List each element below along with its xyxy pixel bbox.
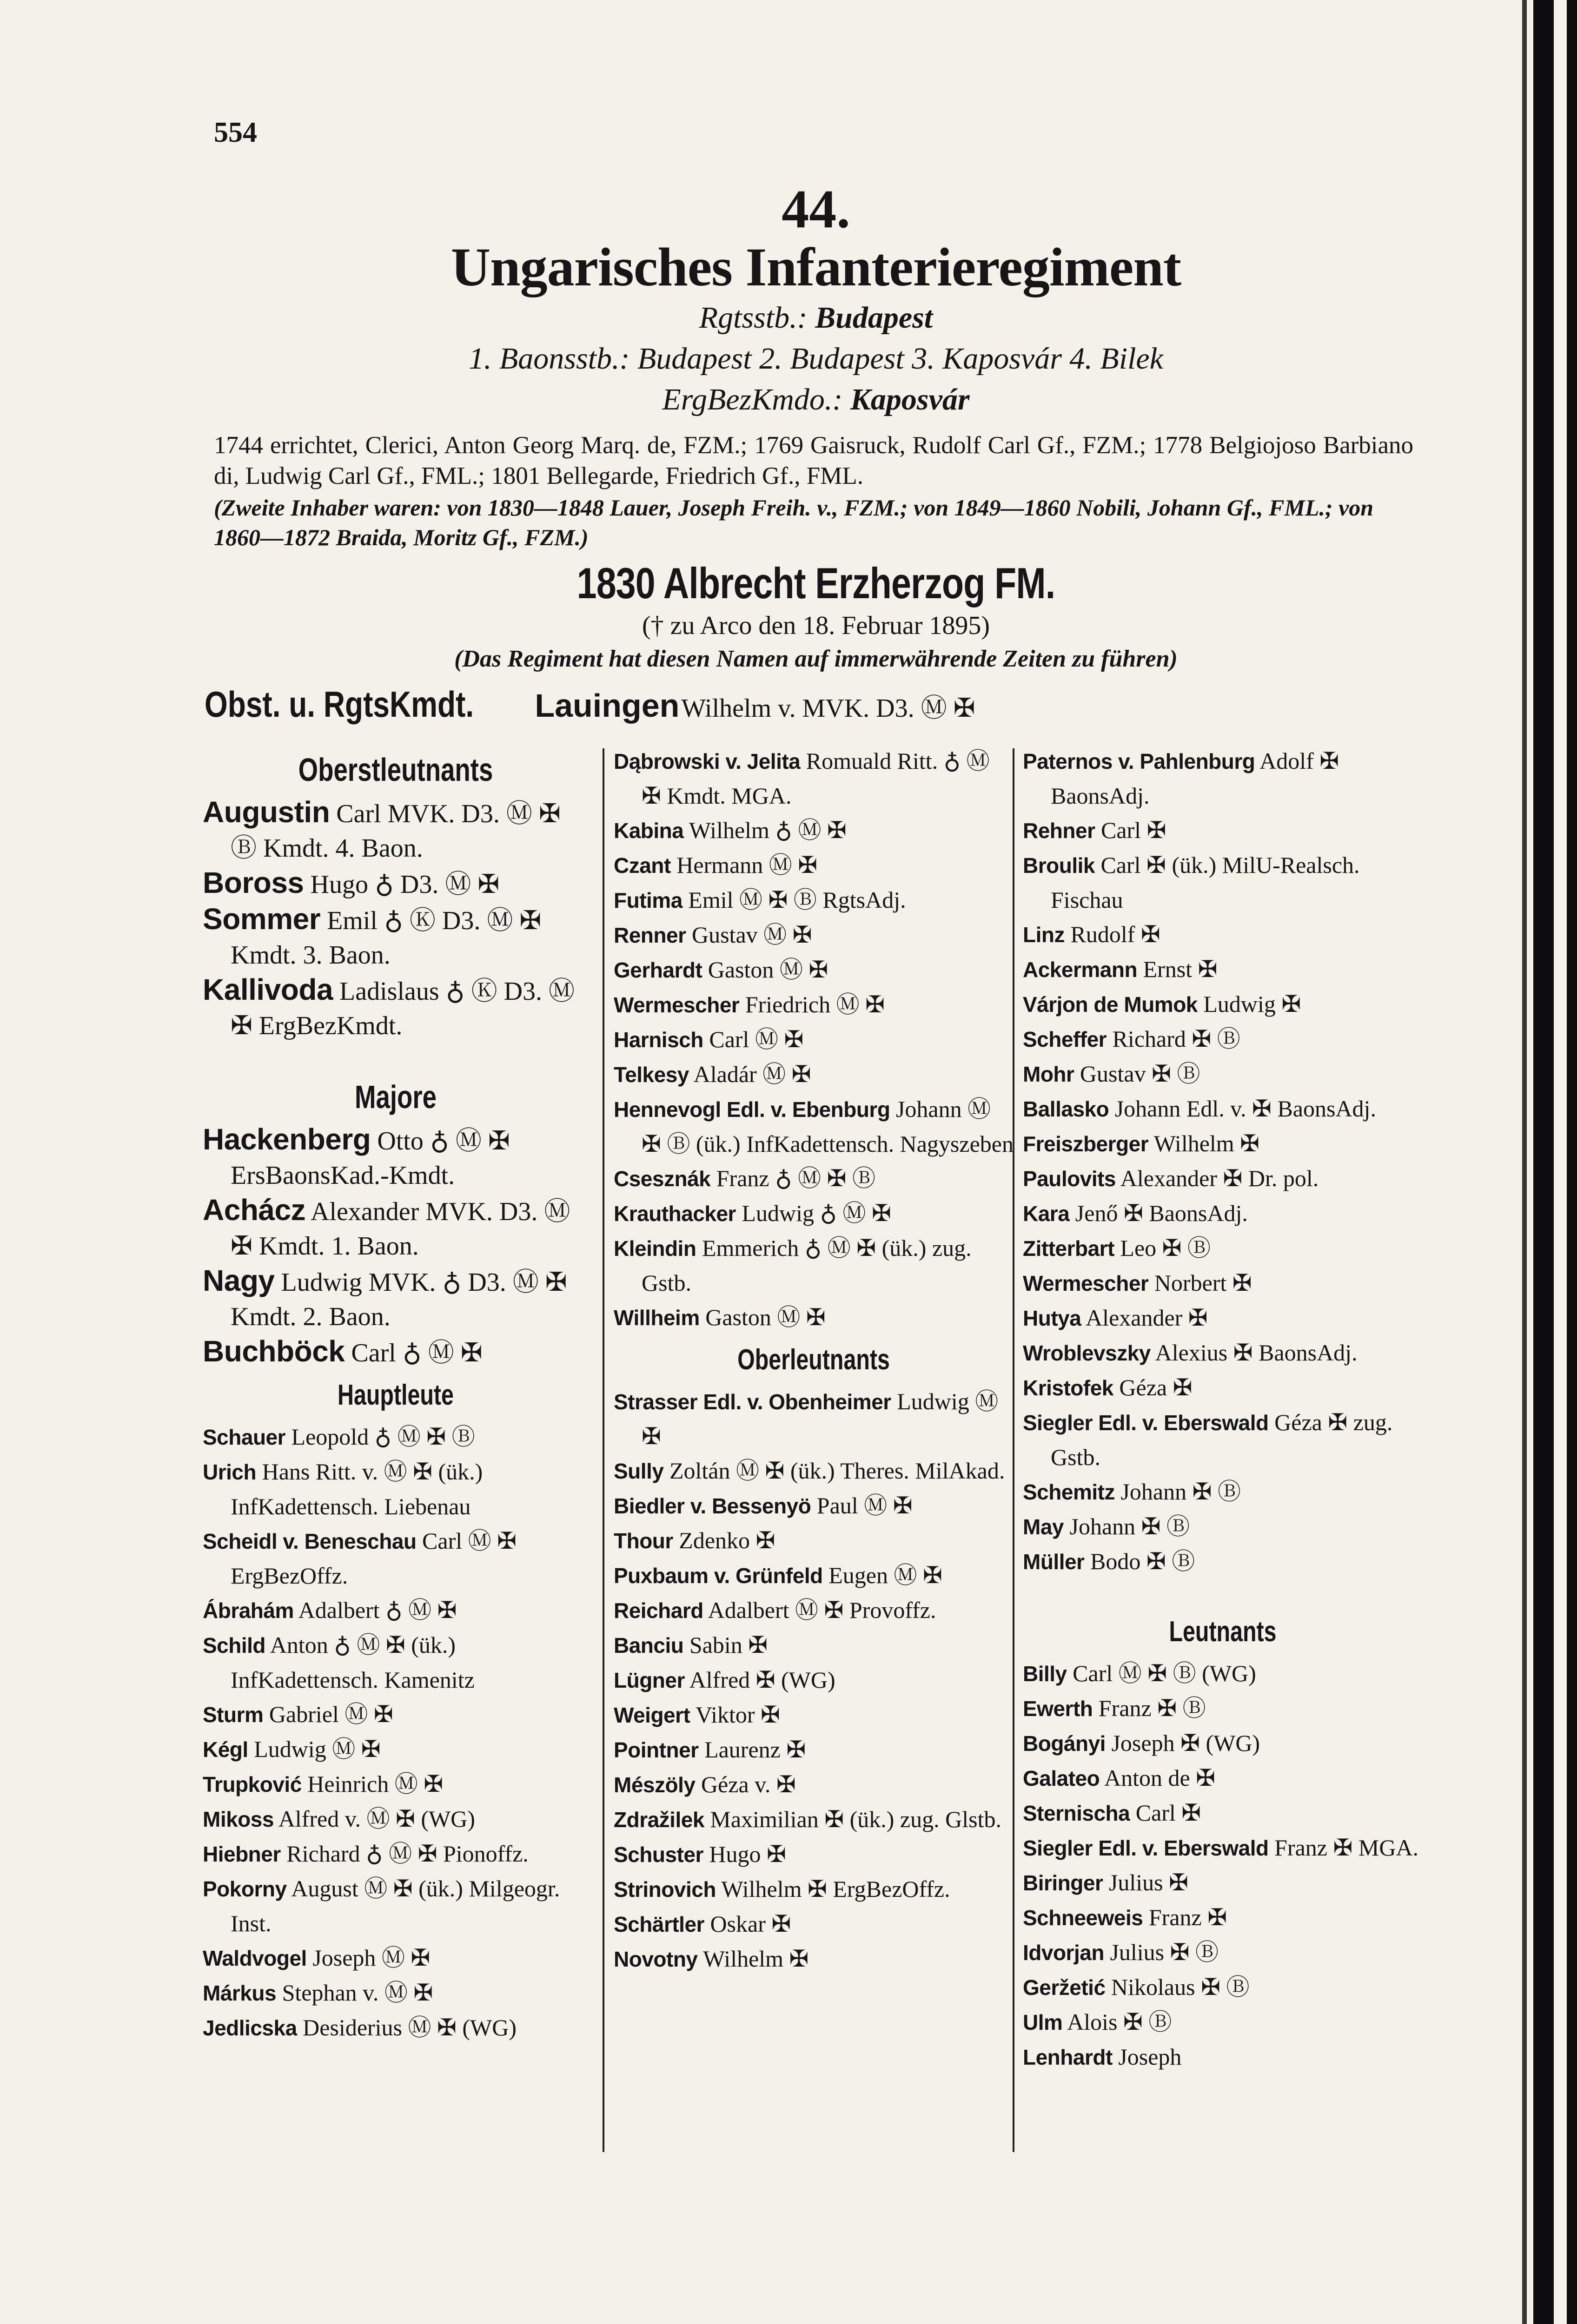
- commander-details: Wilhelm v. MVK. D3. Ⓜ ✠: [681, 694, 975, 723]
- officer-surname: Pokorny: [203, 1877, 287, 1901]
- officer-entry: [614, 1837, 1014, 1872]
- officer-details: Joseph ✠ (WG): [1111, 1730, 1260, 1756]
- officer-details: Géza ✠ zug. Gstb.: [1051, 1409, 1393, 1470]
- officer-surname: Paulovits: [1023, 1167, 1116, 1191]
- officer-surname: Siegler Edl. v. Eberswald: [1023, 1411, 1269, 1435]
- officer-entry: [1023, 1196, 1423, 1231]
- scan-edge-bar: [1567, 0, 1577, 2324]
- officer-surname: Biedler v. Bessenyö: [614, 1494, 811, 1518]
- officer-details: August Ⓜ ✠ (ük.) Milgeogr. Inst.: [231, 1875, 560, 1936]
- officer-entry: [614, 1663, 1014, 1697]
- officer-surname: Scheffer: [1023, 1027, 1107, 1051]
- officer-surname: Scheidl v. Beneschau: [203, 1529, 417, 1553]
- officer-entry: [203, 1263, 589, 1334]
- officer-details: Paul Ⓜ ✠: [816, 1492, 913, 1519]
- officer-entry: [203, 1975, 589, 2010]
- officer-entry: [1023, 1335, 1423, 1370]
- officer-entry: [203, 2010, 589, 2045]
- officer-surname: Ewerth: [1023, 1697, 1093, 1721]
- officer-surname: Hiebner: [203, 1842, 281, 1866]
- officer-entry: [1023, 1830, 1423, 1865]
- officer-entry: [614, 1231, 1014, 1300]
- officer-entry: [1023, 1022, 1423, 1056]
- officer-entry: [614, 1384, 1014, 1453]
- officer-details: Nikolaus ✠ Ⓑ: [1111, 1974, 1250, 2000]
- officer-details: Adalbert ♁ Ⓜ ✠: [298, 1597, 457, 1623]
- officer-entry: [614, 987, 1014, 1022]
- officer-surname: Sully: [614, 1459, 664, 1483]
- regiment-history: 1744 errichtet, Clerici, Anton Georg Marq. de, FZM.; 1769 Gaisruck, Rudolf Carl Gf., FZM.; 1778 Belgiojoso Barbiano di, Ludwig Carl Gf., FML.; 1801 Bellegarde, Friedrich Gf., FML.: [214, 432, 1413, 489]
- recruiting-district: [200, 379, 1432, 420]
- officer-details: Gustav ✠ Ⓑ: [1080, 1061, 1200, 1087]
- officer-surname: Galateo: [1023, 1766, 1100, 1790]
- officer-details: Emmerich ♁ Ⓜ ✠ (ük.) zug. Gstb.: [642, 1235, 972, 1296]
- officer-entry: [203, 1193, 589, 1263]
- officer-entry: [614, 918, 1014, 952]
- officer-surname: Zitterbart: [1023, 1236, 1114, 1261]
- officer-surname: Broulik: [1023, 853, 1095, 878]
- officer-details: Carl ✠: [1135, 1800, 1201, 1826]
- officer-entry: [614, 813, 1014, 848]
- officer-entry: [1023, 1091, 1423, 1126]
- officer-details: Aladár Ⓜ ✠: [693, 1061, 811, 1087]
- officer-column-3: [1023, 744, 1423, 2074]
- officer-surname: Schauer: [203, 1425, 286, 1449]
- officer-entry: [1023, 1474, 1423, 1509]
- officer-surname: Sturm: [203, 1703, 264, 1727]
- officer-surname: Pointner: [614, 1738, 699, 1762]
- officer-entry: [1023, 1231, 1423, 1266]
- officer-surname: Futima: [614, 888, 682, 912]
- officer-surname: Krauthacker: [614, 1202, 736, 1226]
- officer-details: Hugo ♁ D3. Ⓜ ✠: [310, 870, 500, 899]
- officer-details: Ernst ✠: [1143, 956, 1218, 982]
- officer-details: Alexander MVK. D3. Ⓜ ✠ Kmdt. 1. Baon.: [231, 1197, 570, 1261]
- officer-surname: Dąbrowski v. Jelita: [614, 749, 801, 773]
- section-heading: Oberstleutnants: [298, 752, 493, 788]
- officer-surname: Puxbaum v. Grünfeld: [614, 1564, 823, 1588]
- officer-surname: Strasser Edl. v. Obenheimer: [614, 1390, 891, 1414]
- officer-entry: [203, 795, 589, 865]
- officer-details: Anton de ✠: [1104, 1765, 1216, 1791]
- officer-details: Alexander ✠ Dr. pol.: [1120, 1165, 1319, 1191]
- officer-details: Sabin ✠: [689, 1632, 768, 1658]
- officer-surname: Márkus: [203, 1981, 277, 2005]
- officer-surname: Rehner: [1023, 819, 1095, 843]
- officer-entry: [614, 1767, 1014, 1802]
- officer-surname: Kristofek: [1023, 1376, 1113, 1400]
- district-prefix: ErgBezKmdo.:: [662, 383, 850, 416]
- officer-entry: [1023, 1796, 1423, 1830]
- officer-surname: Nagy: [203, 1264, 275, 1297]
- owner-note: (Das Regiment hat diesen Namen auf immerwährende Zeiten zu führen): [454, 646, 1178, 672]
- officer-surname: Hennevogl Edl. v. Ebenburg: [614, 1097, 890, 1122]
- officer-details: Gaston Ⓜ ✠: [705, 1304, 826, 1330]
- officer-entry: [203, 1697, 589, 1732]
- officer-details: Anton ♁ Ⓜ ✠ (ük.) InfKadettensch. Kamenitz: [231, 1632, 475, 1693]
- officer-surname: Ballasko: [1023, 1097, 1109, 1121]
- officer-column-1: [203, 744, 589, 2045]
- officer-surname: Schneeweis: [1023, 1906, 1143, 1930]
- officer-entry: [203, 1122, 589, 1193]
- officer-surname: Mohr: [1023, 1062, 1074, 1086]
- column-divider: [603, 748, 604, 2152]
- officer-entry: [203, 1419, 589, 1454]
- officer-surname: Augustin: [203, 795, 330, 829]
- officer-details: Stephan v. Ⓜ ✠: [282, 1980, 433, 2006]
- officer-details: Bodo ✠ Ⓑ: [1090, 1548, 1195, 1574]
- officer-details: Gabriel Ⓜ ✠: [269, 1701, 393, 1727]
- officer-details: Otto ♁ Ⓜ ✠ ErsBaonsKad.-Kmdt.: [231, 1127, 510, 1190]
- officer-surname: Kleindin: [614, 1236, 696, 1261]
- officer-surname: Novotny: [614, 1947, 698, 1971]
- officer-surname: Ackermann: [1023, 957, 1138, 982]
- officer-details: Franz ✠ MGA.: [1274, 1835, 1419, 1861]
- officer-details: Alfred ✠ (WG): [689, 1667, 835, 1693]
- regiment-history-note: (Zweite Inhaber waren: von 1830—1848 Lauer, Joseph Freih. v., FZM.; von 1849—1860 Nobili, Johann Gf., FML.; von 1860—1872 Braida, Moritz Gf., FZM.): [214, 495, 1374, 550]
- officer-details: Laurenz ✠: [704, 1736, 806, 1763]
- officer-details: Carl Ⓜ ✠ Ⓑ (WG): [1073, 1660, 1256, 1686]
- officer-entry: [614, 1092, 1014, 1161]
- officer-details: Adolf ✠ BaonsAdj.: [1051, 748, 1339, 809]
- regiment-number: 44.: [782, 178, 850, 239]
- officer-surname: Trupković: [203, 1772, 302, 1796]
- officer-surname: Sommer: [203, 902, 321, 936]
- officer-details: Johann ✠ Ⓑ: [1120, 1479, 1241, 1505]
- regiment-header: [200, 178, 1432, 420]
- officer-entry: [1023, 1509, 1423, 1544]
- officer-entry: [614, 883, 1014, 918]
- officer-surname: Kara: [1023, 1202, 1070, 1226]
- officer-surname: Lügner: [614, 1668, 685, 1692]
- officer-surname: Boross: [203, 866, 304, 899]
- officer-surname: Banciu: [614, 1633, 684, 1657]
- officer-surname: Ulm: [1023, 2010, 1063, 2034]
- regiment-commander: [205, 683, 1437, 726]
- officer-details: Jenő ✠ BaonsAdj.: [1075, 1200, 1248, 1226]
- officer-entry: [614, 1628, 1014, 1663]
- section-heading: Hauptleute: [338, 1379, 454, 1411]
- officer-entry: [1023, 987, 1423, 1022]
- officer-surname: Schärtler: [614, 1912, 704, 1936]
- officer-entry: [614, 952, 1014, 987]
- officer-details: Joseph: [1118, 2044, 1182, 2070]
- officer-surname: Biringer: [1023, 1871, 1103, 1895]
- officer-entry: [203, 1593, 589, 1628]
- officer-details: Franz ♁ Ⓜ ✠ Ⓑ: [716, 1165, 876, 1191]
- officer-surname: Strinovich: [614, 1877, 716, 1901]
- officer-details: Carl MVK. D3. Ⓜ ✠ Ⓑ Kmdt. 4. Baon.: [231, 799, 561, 863]
- officer-entry: [614, 1161, 1014, 1196]
- officer-entry: [1023, 1970, 1423, 2005]
- officer-details: Franz ✠: [1148, 1904, 1227, 1930]
- officer-entry: [1023, 1726, 1423, 1761]
- officer-entry: [1023, 1935, 1423, 1970]
- officer-entry: [203, 1524, 589, 1593]
- officer-details: Johann Edl. v. ✠ BaonsAdj.: [1114, 1096, 1376, 1122]
- officer-details: Wilhelm ✠: [1153, 1130, 1260, 1156]
- officer-details: Carl ✠: [1100, 817, 1166, 843]
- officer-details: Richard ✠ Ⓑ: [1112, 1026, 1240, 1052]
- officer-details: Hans Ritt. v. Ⓜ ✠ (ük.) InfKadettensch. Liebenau: [231, 1459, 483, 1519]
- staff-place: Budapest: [815, 301, 933, 335]
- officer-details: Viktor ✠: [695, 1702, 780, 1728]
- officer-details: Ludwig Ⓜ ✠: [642, 1388, 999, 1449]
- officer-entry: [203, 972, 589, 1043]
- officer-surname: Schild: [203, 1633, 266, 1657]
- owner-name: 1830 Albrecht Erzherzog FM.: [576, 559, 1055, 607]
- officer-details: Desiderius Ⓜ ✠ (WG): [303, 2014, 517, 2040]
- officer-entry: [1023, 2040, 1423, 2074]
- officer-entry: [614, 1523, 1014, 1558]
- officer-entry: [1023, 952, 1423, 987]
- officer-surname: Bogányi: [1023, 1731, 1106, 1756]
- battalion-staffs: 1. Baonsstb.: Budapest 2. Budapest 3. Kaposvár 4. Bilek: [468, 342, 1164, 376]
- officer-details: Ludwig MVK. ♁ D3. Ⓜ ✠ Kmdt. 2. Baon.: [231, 1268, 567, 1331]
- officer-details: Richard ♁ Ⓜ ✠ Pionoffz.: [286, 1841, 529, 1867]
- officer-details: Romuald Ritt. ♁ Ⓜ ✠ Kmdt. MGA.: [642, 748, 990, 809]
- officer-surname: Hutya: [1023, 1306, 1081, 1330]
- officer-entry: [1023, 1370, 1423, 1405]
- officer-entry: [203, 1871, 589, 1941]
- officer-details: Gaston Ⓜ ✠: [708, 957, 828, 983]
- officer-entry: [614, 1022, 1014, 1057]
- officer-surname: Thour: [614, 1529, 673, 1553]
- officer-details: Géza ✠: [1119, 1374, 1193, 1400]
- officer-details: Ludwig ♁ Ⓜ ✠: [742, 1200, 891, 1226]
- section-heading: Leutnants: [1169, 1616, 1277, 1648]
- officer-surname: Csesznák: [614, 1167, 711, 1191]
- officer-entry: [1023, 1266, 1423, 1301]
- officer-entry: [1023, 1900, 1423, 1935]
- officer-entry: [1023, 1656, 1423, 1691]
- owner-death: († zu Arco den 18. Februar 1895): [642, 611, 990, 640]
- officer-entry: [1023, 917, 1423, 952]
- officer-details: Alfred v. Ⓜ ✠ (WG): [278, 1806, 475, 1832]
- officer-details: Joseph Ⓜ ✠: [312, 1945, 431, 1971]
- officer-details: Leopold ♁ Ⓜ ✠ Ⓑ: [291, 1424, 475, 1450]
- staff-prefix: Rgtsstb.:: [699, 301, 815, 335]
- officer-details: Julius ✠ Ⓑ: [1110, 1939, 1219, 1965]
- regiment-staff: [200, 297, 1432, 338]
- officer-entry: [1023, 1301, 1423, 1335]
- officer-details: Emil Ⓜ ✠ Ⓑ RgtsAdj.: [688, 887, 906, 913]
- officer-entry: [1023, 1056, 1423, 1091]
- district-place: Kaposvár: [850, 383, 970, 416]
- officer-entry: [614, 1941, 1014, 1976]
- regiment-title: Ungarisches Infanterieregiment: [451, 237, 1181, 297]
- officer-surname: Siegler Edl. v. Eberswald: [1023, 1836, 1269, 1860]
- officer-surname: Várjon de Mumok: [1023, 992, 1198, 1017]
- officer-details: Carl Ⓜ ✠: [709, 1026, 804, 1052]
- officer-details: Zoltán Ⓜ ✠ (ük.) Theres. MilAkad.: [669, 1458, 1005, 1484]
- officer-surname: Buchböck: [203, 1334, 345, 1368]
- section-heading: Oberleutnants: [737, 1344, 890, 1376]
- officer-surname: Ábrahám: [203, 1598, 294, 1623]
- officer-details: Zdenko ✠: [679, 1527, 775, 1553]
- officer-details: Rudolf ✠: [1070, 921, 1160, 947]
- officer-details: Adalbert Ⓜ ✠ Provoffz.: [708, 1597, 936, 1623]
- officer-surname: Wroblevszky: [1023, 1341, 1151, 1365]
- officer-entry: [203, 1941, 589, 1975]
- officer-surname: Geržetić: [1023, 1975, 1106, 2000]
- officer-details: Hugo ✠: [709, 1841, 786, 1867]
- officer-surname: Harnisch: [614, 1028, 703, 1052]
- officer-details: Eugen Ⓜ ✠: [828, 1562, 942, 1588]
- officer-details: Alexander ✠: [1086, 1305, 1208, 1331]
- officer-entry: [1023, 2005, 1423, 2040]
- officer-entry: [614, 1488, 1014, 1523]
- officer-surname: Kallivoda: [203, 973, 333, 1006]
- officer-entry: [203, 1836, 589, 1871]
- officer-details: Wilhelm ✠: [703, 1946, 809, 1972]
- officer-surname: Paternos v. Pahlenburg: [1023, 749, 1255, 773]
- officer-entry: [203, 1802, 589, 1836]
- officer-details: Leo ✠ Ⓑ: [1120, 1235, 1211, 1261]
- officer-surname: Schemitz: [1023, 1480, 1115, 1504]
- officer-details: Wilhelm ♁ Ⓜ ✠: [689, 817, 847, 843]
- officer-surname: Achácz: [203, 1193, 306, 1227]
- officer-entry: [614, 1300, 1014, 1335]
- officer-details: Géza v. ✠: [701, 1771, 796, 1797]
- officer-entry: [614, 1057, 1014, 1092]
- officer-entry: [1023, 744, 1423, 813]
- officer-details: Johann ✠ Ⓑ: [1069, 1513, 1190, 1539]
- officer-details: Carl ♁ Ⓜ ✠: [351, 1339, 483, 1367]
- officer-surname: Mikoss: [203, 1807, 274, 1831]
- officer-details: Julius ✠: [1108, 1869, 1188, 1895]
- officer-entry: [614, 1593, 1014, 1628]
- officer-surname: Wermescher: [614, 993, 740, 1017]
- section-spacer: [1023, 1579, 1423, 1607]
- officer-entry: [203, 1334, 589, 1370]
- page-number: 554: [214, 117, 257, 148]
- officer-entry: [1023, 1691, 1423, 1726]
- officer-entry: [614, 1697, 1014, 1732]
- officer-details: Carl ✠ (ük.) MilU-Realsch. Fischau: [1051, 852, 1360, 913]
- commander-name: Lauingen: [535, 687, 680, 724]
- officer-details: Hermann Ⓜ ✠: [676, 852, 818, 878]
- officer-surname: Idvorjan: [1023, 1941, 1104, 1965]
- officer-details: Oskar ✠: [710, 1911, 791, 1937]
- officer-details: Alexius ✠ BaonsAdj.: [1155, 1340, 1358, 1366]
- officer-entry: [203, 902, 589, 972]
- officer-surname: Telkesy: [614, 1063, 689, 1087]
- officer-surname: Gerhardt: [614, 958, 702, 982]
- officer-surname: Urich: [203, 1460, 257, 1484]
- officer-entry: [614, 1907, 1014, 1941]
- officer-details: Johann Ⓜ ✠ Ⓑ (ük.) InfKadettensch. Nagyszeben: [642, 1096, 1014, 1157]
- officer-surname: May: [1023, 1515, 1064, 1539]
- officer-details: Ludwig ✠: [1203, 991, 1301, 1017]
- section-heading: Majore: [355, 1079, 437, 1115]
- officer-entry: [614, 744, 1014, 813]
- officer-details: Friedrich Ⓜ ✠: [745, 991, 885, 1017]
- officer-details: Wilhelm ✠ ErgBezOffz.: [721, 1876, 950, 1902]
- officer-surname: Mészöly: [614, 1773, 696, 1797]
- regiment-owner: [200, 558, 1432, 676]
- officer-entry: [614, 1558, 1014, 1593]
- officer-surname: Reichard: [614, 1598, 703, 1623]
- officer-details: Maximilian ✠ (ük.) zug. Glstb.: [710, 1806, 1001, 1832]
- officer-entry: [1023, 1761, 1423, 1796]
- officer-surname: Müller: [1023, 1550, 1085, 1574]
- officer-surname: Zdražilek: [614, 1808, 704, 1832]
- officer-details: Franz ✠ Ⓑ: [1098, 1695, 1206, 1721]
- officer-details: Alois ✠ Ⓑ: [1067, 2009, 1172, 2035]
- officer-entry: [203, 865, 589, 902]
- officer-surname: Waldvogel: [203, 1946, 307, 1970]
- officer-surname: Sternischa: [1023, 1801, 1130, 1825]
- officer-entry: [1023, 1405, 1423, 1474]
- officer-surname: Kabina: [614, 819, 684, 843]
- officer-surname: Billy: [1023, 1662, 1067, 1686]
- officer-surname: Freiszberger: [1023, 1132, 1149, 1156]
- commander-label: Obst. u. RgtsKmdt.: [205, 684, 474, 725]
- officer-entry: [1023, 1544, 1423, 1579]
- officer-entry: [203, 1767, 589, 1802]
- officer-entry: [614, 1872, 1014, 1907]
- section-spacer: [203, 1043, 589, 1071]
- officer-entry: [614, 1732, 1014, 1767]
- officer-surname: Wermescher: [1023, 1271, 1149, 1295]
- officer-entry: [1023, 1161, 1423, 1196]
- officer-details: Norbert ✠: [1154, 1270, 1252, 1296]
- officer-entry: [614, 1453, 1014, 1488]
- officer-surname: Czant: [614, 853, 671, 878]
- officer-surname: Jedlicska: [203, 2016, 297, 2040]
- officer-surname: Schuster: [614, 1842, 703, 1867]
- officer-details: Ladislaus ♁ Ⓚ D3. Ⓜ ✠ ErgBezKmdt.: [231, 977, 575, 1040]
- officer-surname: Lenhardt: [1023, 2045, 1113, 2069]
- officer-entry: [614, 848, 1014, 883]
- officer-entry: [614, 1196, 1014, 1231]
- officer-surname: Weigert: [614, 1703, 690, 1727]
- scan-border-bar: [1533, 0, 1554, 2324]
- officer-surname: Hackenberg: [203, 1122, 371, 1156]
- officer-details: Ludwig Ⓜ ✠: [254, 1736, 381, 1762]
- officer-surname: Linz: [1023, 923, 1065, 947]
- officer-surname: Kégl: [203, 1737, 248, 1762]
- officer-entry: [203, 1732, 589, 1767]
- officer-details: Carl Ⓜ ✠ ErgBezOffz.: [231, 1528, 517, 1589]
- officer-surname: Renner: [614, 923, 686, 947]
- officer-entry: [1023, 813, 1423, 848]
- officer-details: Gustav Ⓜ ✠: [691, 922, 812, 948]
- officer-entry: [614, 1802, 1014, 1837]
- scan-border-line: [1522, 0, 1527, 2324]
- officer-details: Heinrich Ⓜ ✠: [307, 1771, 444, 1797]
- officer-entry: [203, 1628, 589, 1697]
- officer-column-2: [614, 744, 1014, 1976]
- officer-entry: [1023, 1126, 1423, 1161]
- officer-surname: Willheim: [614, 1306, 700, 1330]
- officer-entry: [1023, 848, 1423, 917]
- officer-entry: [1023, 1865, 1423, 1900]
- officer-details: Emil ♁ Ⓚ D3. Ⓜ ✠ Kmdt. 3. Baon.: [231, 906, 542, 970]
- officer-entry: [203, 1454, 589, 1524]
